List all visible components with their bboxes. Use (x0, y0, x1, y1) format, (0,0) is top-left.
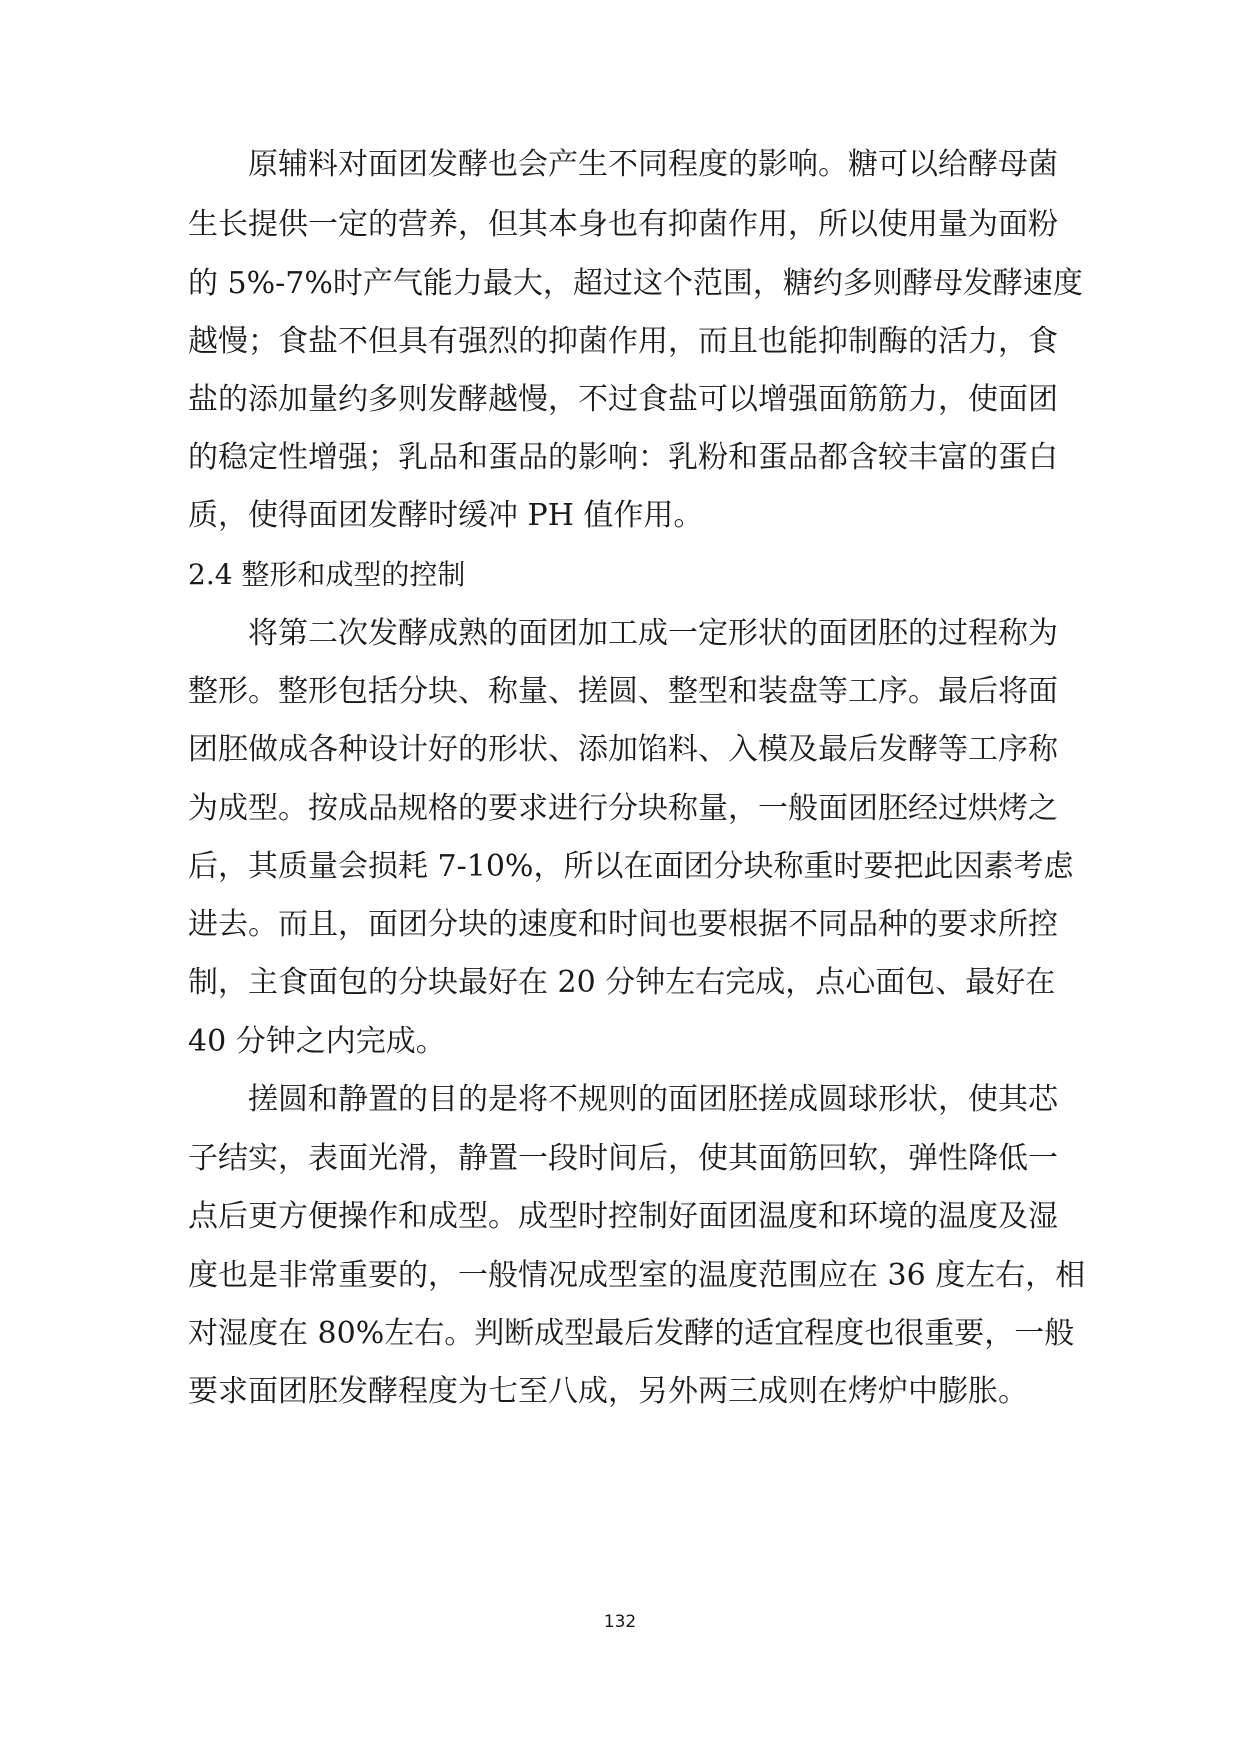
paragraph-line: 进去。而且，面团分块的速度和时间也要根据不同品种的要求所控 (188, 907, 1058, 942)
paragraph-line: 的 5%-7%时产气能力最大，超过这个范围，糖约多则酵母发酵速度 (188, 266, 1083, 301)
paragraph-line: 点后更方便操作和成型。成型时控制好面团温度和环境的温度及湿 (188, 1199, 1058, 1234)
paragraph-line: 团胚做成各种设计好的形状、添加馅料、入模及最后发酵等工序称 (188, 732, 1058, 767)
paragraph-line: 原辅料对面团发酵也会产生不同程度的影响。糖可以给酵母菌 (248, 147, 1058, 182)
paragraph-line: 对湿度在 80%左右。判断成型最后发酵的适宜程度也很重要，一般 (188, 1316, 1075, 1351)
paragraph-line: 质，使得面团发酵时缓冲 PH 值作用。 (188, 498, 704, 533)
paragraph-line: 盐的添加量约多则发酵越慢，不过食盐可以增强面筋筋力，使面团 (188, 382, 1058, 417)
paragraph-line: 子结实，表面光滑，静置一段时间后，使其面筋回软，弹性降低一 (188, 1141, 1058, 1176)
paragraph-line: 制，主食面包的分块最好在 20 分钟左右完成，点心面包、最好在 (188, 965, 1056, 1000)
paragraph-line: 的稳定性增强；乳品和蛋品的影响：乳粉和蛋品都含较丰富的蛋白 (188, 440, 1058, 475)
section-heading: 2.4 整形和成型的控制 (188, 558, 466, 591)
paragraph-line: 将第二次发酵成熟的面团加工成一定形状的面团胚的过程称为 (248, 616, 1058, 651)
paragraph-line: 生长提供一定的营养，但其本身也有抑菌作用，所以使用量为面粉 (188, 207, 1058, 242)
paragraph-line: 搓圆和静置的目的是将不规则的面团胚搓成圆球形状，使其芯 (248, 1082, 1058, 1117)
paragraph-line: 40 分钟之内完成。 (188, 1024, 446, 1059)
paragraph-line: 整形。整形包括分块、称量、搓圆、整型和装盘等工序。最后将面 (188, 674, 1058, 709)
paragraph-line: 度也是非常重要的，一般情况成型室的温度范围应在 36 度左右，相 (188, 1258, 1086, 1293)
page-number: 132 (603, 1612, 637, 1632)
paragraph-line: 后，其质量会损耗 7-10%，所以在面团分块称重时要把此因素考虑 (188, 849, 1074, 884)
paragraph-line: 越慢；食盐不但具有强烈的抑菌作用，而且也能抑制酶的活力，食 (188, 324, 1058, 359)
paragraph-line: 要求面团胚发酵程度为七至八成，另外两三成则在烤炉中膨胀。 (188, 1374, 1028, 1409)
paragraph-line: 为成型。按成品规格的要求进行分块称量，一般面团胚经过烘烤之 (188, 791, 1058, 826)
